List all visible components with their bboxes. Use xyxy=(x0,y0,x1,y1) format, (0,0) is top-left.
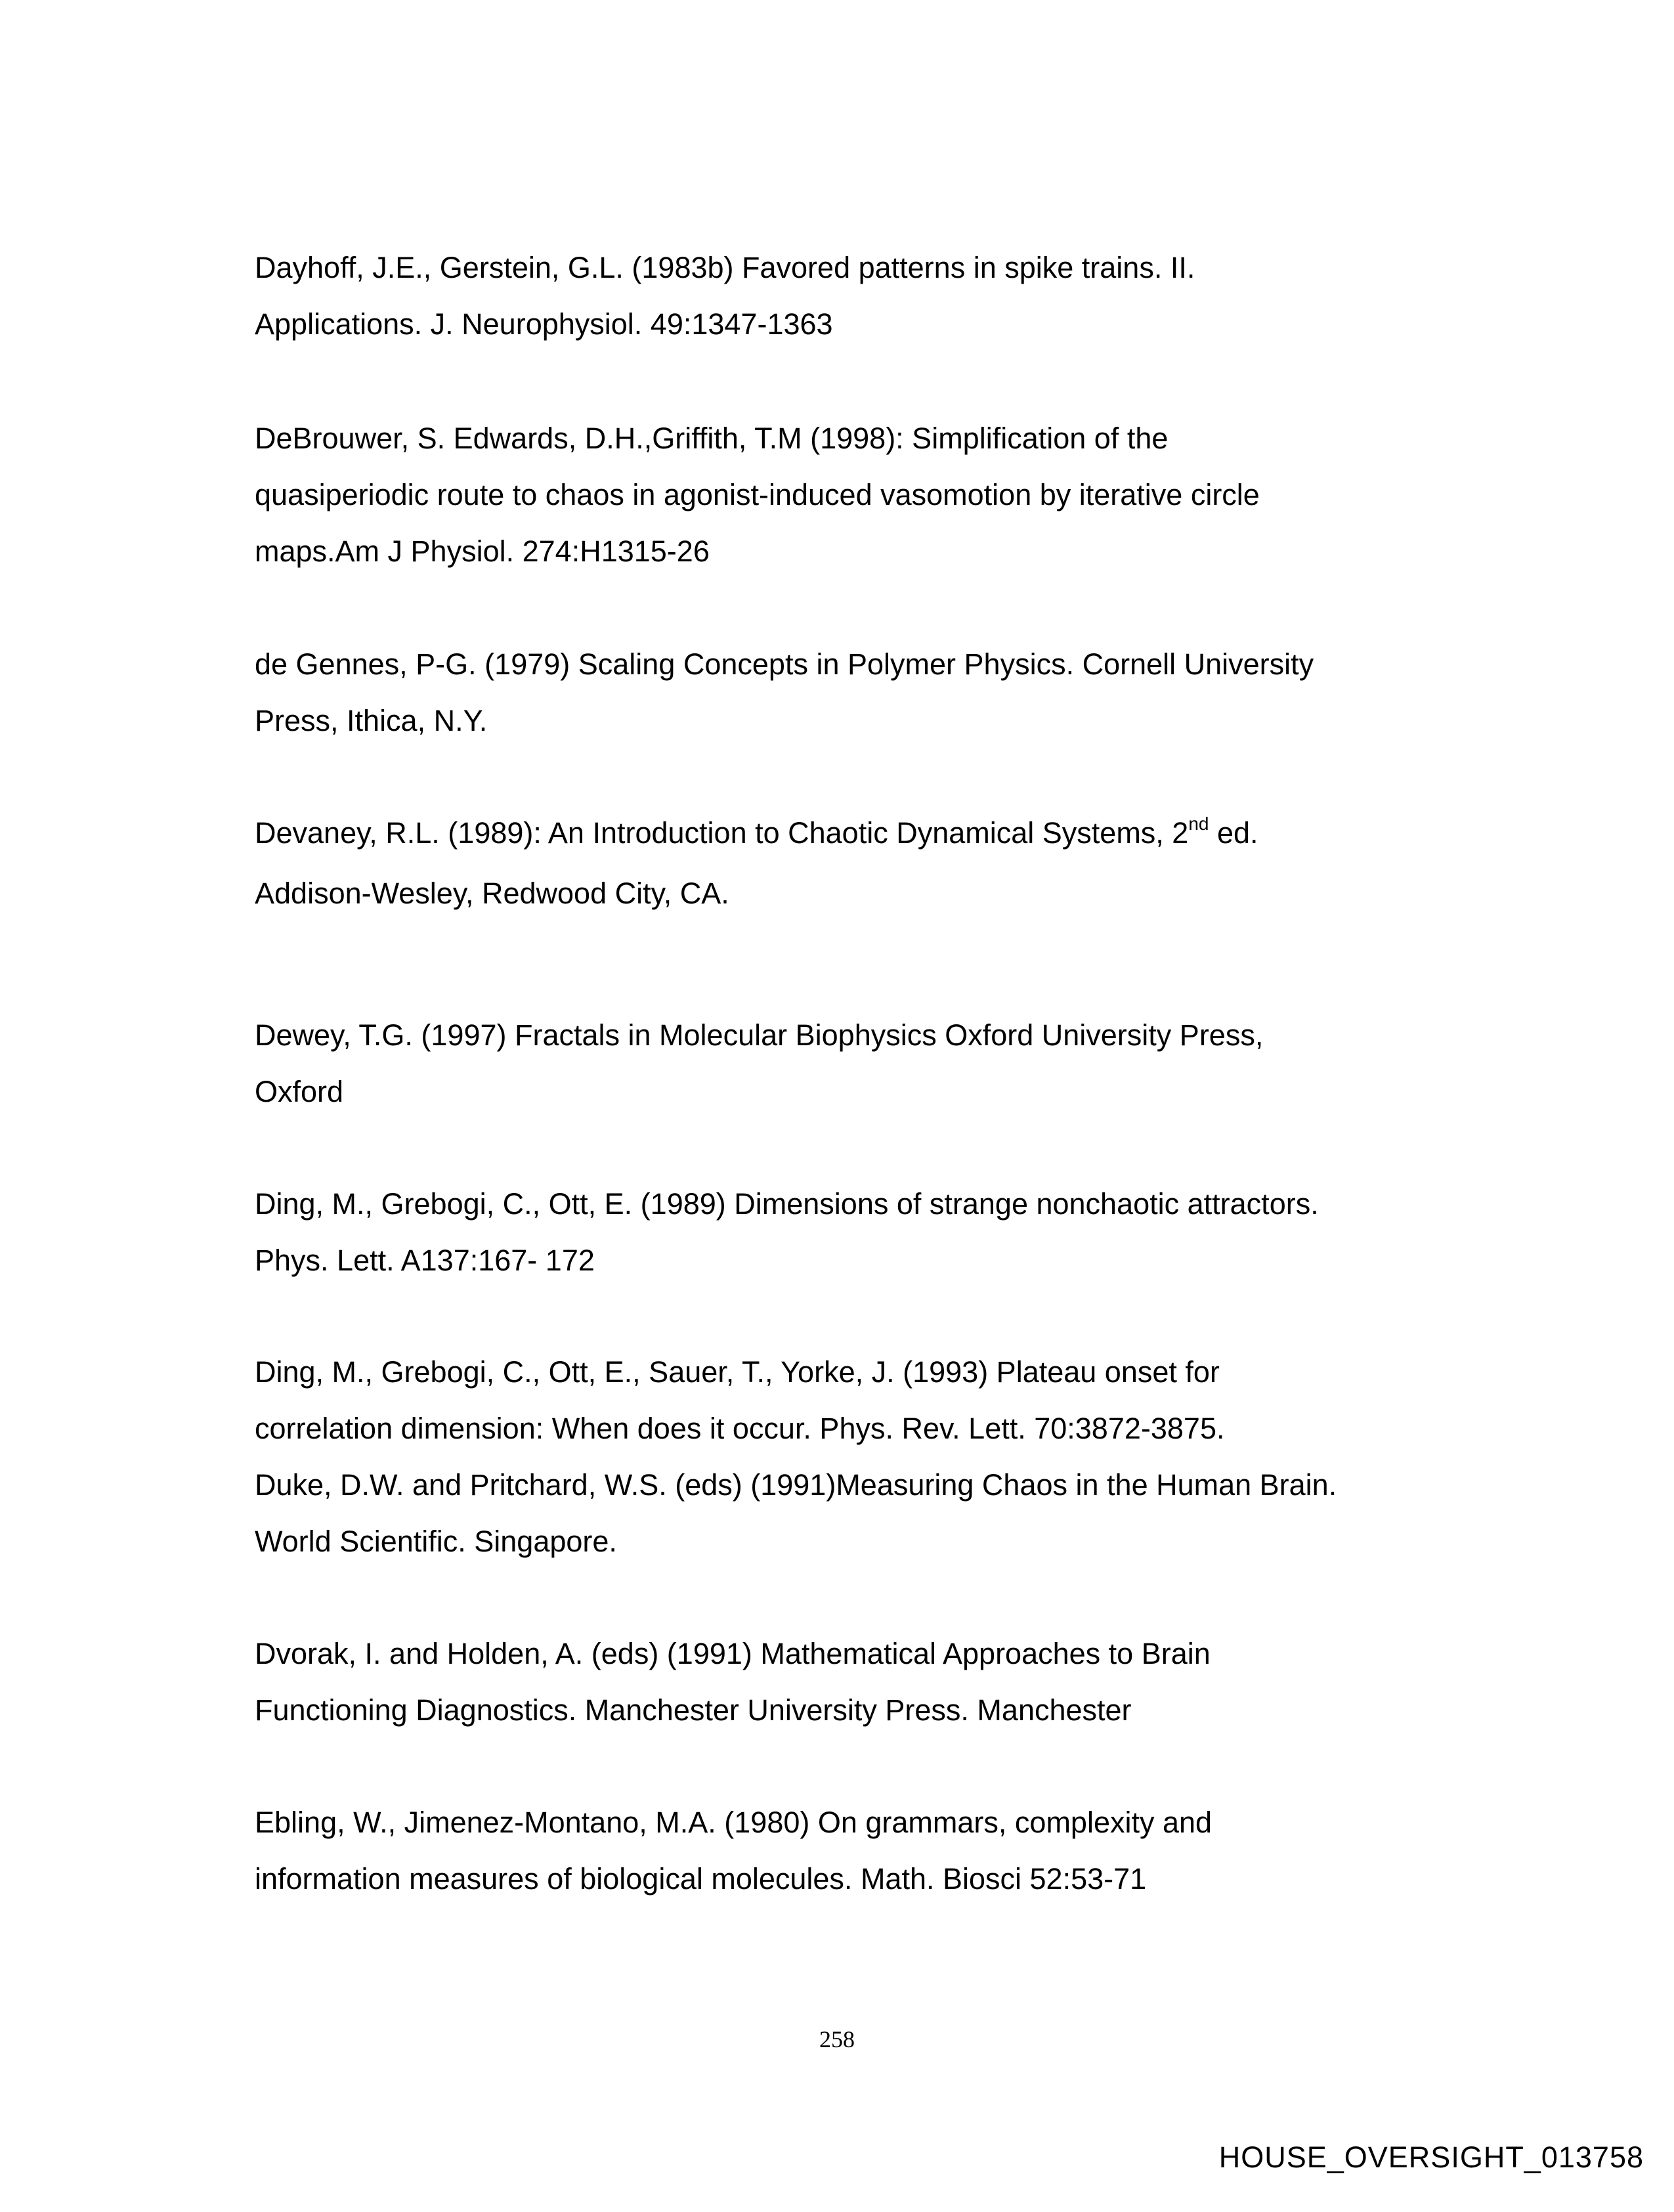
reference-dewey xyxy=(255,1007,1476,1120)
reference-line: de Gennes, P-G. (1979) Scaling Concepts in Polymer Physics. Cornell University xyxy=(255,647,1314,681)
reference-line: correlation dimension: When does it occur. Phys. Rev. Lett. 70:3872-3875. xyxy=(255,1412,1225,1445)
reference-ebling xyxy=(255,1794,1476,1907)
reference-line: Ebling, W., Jimenez-Montano, M.A. (1980) On grammars, complexity and xyxy=(255,1806,1213,1839)
reference-line: Oxford xyxy=(255,1075,344,1108)
reference-devaney xyxy=(255,805,1476,922)
reference-text: ed. xyxy=(1209,816,1258,850)
ordinal-suffix: nd xyxy=(1188,813,1209,834)
reference-line: information measures of biological molecules. Math. Biosci 52:53-71 xyxy=(255,1862,1147,1896)
reference-line: Addison-Wesley, Redwood City, CA. xyxy=(255,877,729,910)
reference-line: Dewey, T.G. (1997) Fractals in Molecular Biophysics Oxford University Press, xyxy=(255,1018,1264,1052)
reference-line: Ding, M., Grebogi, C., Ott, E. (1989) Dimensions of strange nonchaotic attractors. xyxy=(255,1187,1319,1221)
reference-ding-1993 xyxy=(255,1344,1476,1570)
document-id-stamp: HOUSE_OVERSIGHT_013758 xyxy=(1218,2140,1644,2174)
reference-line: Phys. Lett. A137:167- 172 xyxy=(255,1244,595,1277)
reference-line: Duke, D.W. and Pritchard, W.S. (eds) (1991)Measuring Chaos in the Human Brain. xyxy=(255,1468,1337,1502)
reference-ding-1989 xyxy=(255,1176,1476,1289)
reference-line: maps.Am J Physiol. 274:H1315-26 xyxy=(255,534,710,568)
reference-line: World Scientific. Singapore. xyxy=(255,1525,617,1558)
reference-line: Functioning Diagnostics. Manchester University Press. Manchester xyxy=(255,1693,1132,1727)
reference-dvorak xyxy=(255,1626,1476,1739)
reference-debrouwer xyxy=(255,410,1476,580)
reference-line: Press, Ithica, N.Y. xyxy=(255,704,488,737)
reference-line: Applications. J. Neurophysiol. 49:1347-1363 xyxy=(255,307,833,341)
reference-de-gennes xyxy=(255,636,1476,749)
reference-line: quasiperiodic route to chaos in agonist-induced vasomotion by iterative circle xyxy=(255,478,1260,511)
reference-text: Devaney, R.L. (1989): An Introduction to Chaotic Dynamical Systems, 2 xyxy=(255,816,1189,850)
reference-line: Ding, M., Grebogi, C., Ott, E., Sauer, T., Yorke, J. (1993) Plateau onset for xyxy=(255,1355,1220,1389)
reference-dayhoff xyxy=(255,240,1476,353)
page-number: 258 xyxy=(819,2026,855,2052)
reference-line: Dvorak, I. and Holden, A. (eds) (1991) Mathematical Approaches to Brain xyxy=(255,1637,1211,1670)
reference-line: Dayhoff, J.E., Gerstein, G.L. (1983b) Favored patterns in spike trains. II. xyxy=(255,251,1195,284)
reference-line: DeBrouwer, S. Edwards, D.H.,Griffith, T.M (1998): Simplification of the xyxy=(255,422,1169,455)
reference-line xyxy=(255,805,1476,865)
